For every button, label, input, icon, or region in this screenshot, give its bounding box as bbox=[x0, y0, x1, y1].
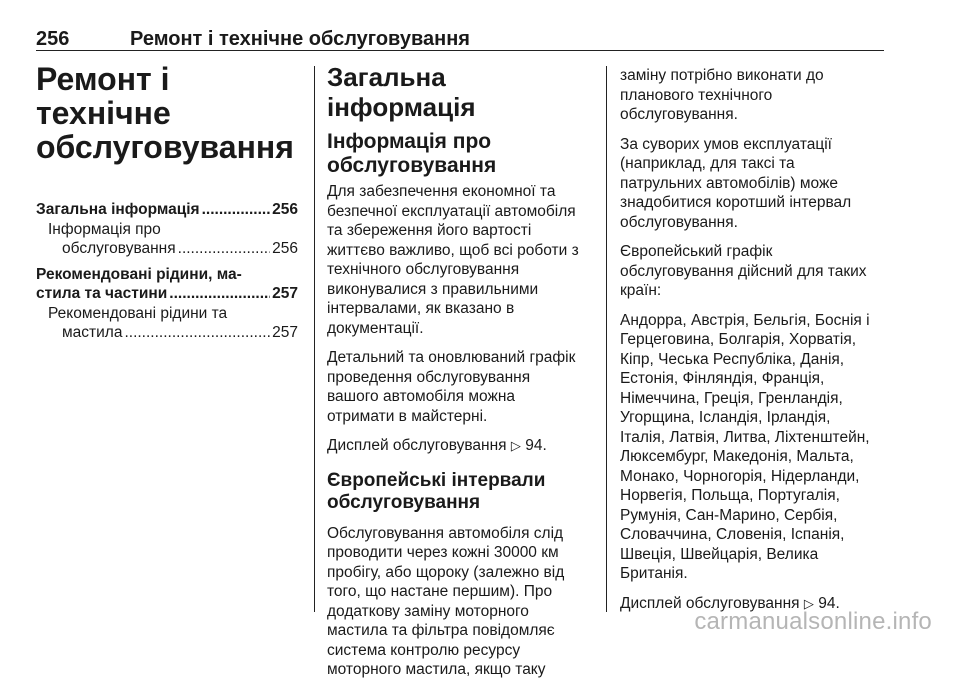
paragraph-severe-conditions bbox=[620, 135, 888, 233]
paragraph-intro bbox=[327, 182, 593, 338]
text-line: знадобитися коротший інтервал bbox=[620, 194, 852, 211]
toc-leader bbox=[178, 239, 270, 259]
text-line: Румунія, Сан-Марино, Сербія, bbox=[620, 506, 838, 524]
cross-reference-page: 94. bbox=[525, 437, 547, 454]
text-line: технічного обслуговування bbox=[327, 261, 520, 278]
reference-arrow-icon: ▷ bbox=[510, 438, 521, 453]
text-line: Словаччина, Словенія, Іспанія, bbox=[620, 526, 845, 543]
text-line: пробігу, або щороку (залежно від bbox=[327, 563, 565, 581]
text-line: моторного мастила, якщо таку bbox=[327, 661, 546, 678]
text-line: інтервалами, як вказано в bbox=[327, 300, 515, 317]
toc-label: стила та частини bbox=[36, 285, 168, 302]
toc-entry-lubricants-line1[interactable] bbox=[36, 304, 298, 324]
column-right bbox=[620, 66, 888, 623]
toc-label: мастила bbox=[62, 324, 123, 341]
watermark: carmanualsonline.info bbox=[694, 608, 932, 635]
text-line: За суворих умов експлуатації bbox=[620, 135, 832, 153]
chapter-title-line2: обслуговування bbox=[36, 129, 294, 165]
text-line: Детальний та оновлюваний графік bbox=[327, 349, 576, 366]
text-line: Угорщина, Ісландія, Ірландія, bbox=[620, 409, 831, 426]
subsection-title-service-info bbox=[327, 130, 593, 178]
text-line: Німеччина, Греція, Гренландія, bbox=[620, 389, 843, 407]
toc-entry-general-info[interactable] bbox=[36, 200, 298, 220]
toc-entry-service-info-line2[interactable] bbox=[36, 239, 298, 259]
text-line: та збереження його вартості bbox=[327, 222, 532, 239]
cross-reference-text: Дисплей обслуговування bbox=[620, 594, 800, 612]
text-line: Для забезпечення економної та bbox=[327, 183, 556, 200]
toc-entry-fluids-line1[interactable] bbox=[36, 265, 298, 285]
text-line: обслуговування дійсний для таких bbox=[620, 262, 867, 280]
toc-label: Загальна інформація bbox=[36, 201, 200, 218]
subsection-title-european-intervals bbox=[327, 470, 593, 514]
text-line: додаткову заміну моторного bbox=[327, 602, 529, 620]
column-left bbox=[36, 62, 298, 343]
text-line: Британія. bbox=[620, 565, 688, 582]
text-line: документації. bbox=[327, 319, 424, 337]
header-rule bbox=[36, 50, 884, 51]
column-middle bbox=[327, 62, 593, 690]
text-line: Герцеговина, Болгарія, Хорватія, bbox=[620, 331, 857, 348]
column-divider-2 bbox=[606, 66, 607, 612]
cross-reference[interactable] bbox=[327, 436, 593, 456]
text-line: Кіпр, Чеська Республіка, Данія, bbox=[620, 350, 845, 368]
toc-page: 257 bbox=[272, 285, 298, 302]
text-line: безпечної експлуатації автомобіля bbox=[327, 202, 576, 220]
section-title: Загальна інформація bbox=[327, 62, 476, 122]
header-title: Ремонт і технічне обслуговування bbox=[130, 28, 470, 50]
toc-label: Рекомендовані рідини, ма- bbox=[36, 265, 242, 283]
text-line: Італія, Латвія, Литва, Ліхтенштейн, bbox=[620, 428, 870, 446]
text-line: (наприклад, для таксі та bbox=[620, 155, 795, 172]
subsection-title-line1: Інформація про bbox=[327, 130, 492, 153]
toc-entry-lubricants-line2[interactable] bbox=[36, 323, 298, 343]
text-line: Швеція, Швейцарія, Велика bbox=[620, 545, 819, 563]
toc-leader bbox=[124, 323, 270, 343]
chapter-title bbox=[36, 62, 298, 164]
text-line: мастила та фільтра повідомляє bbox=[327, 622, 555, 639]
text-line: Естонія, Фінляндія, Франція, bbox=[620, 370, 825, 387]
text-line: Андорра, Австрія, Бельгія, Боснія і bbox=[620, 311, 870, 329]
text-line: життєво важливо, щоб всі роботи з bbox=[327, 241, 579, 259]
cross-reference-text: Дисплей обслуговування bbox=[327, 437, 507, 454]
subsection-title-line1: Європейські інтервали bbox=[327, 469, 546, 491]
text-line: Європейський графік bbox=[620, 243, 773, 260]
cross-reference-page: 94. bbox=[818, 594, 840, 612]
column-divider-1 bbox=[314, 66, 315, 612]
page-header bbox=[36, 28, 884, 48]
text-line: Обслуговування автомобіля слід bbox=[327, 524, 564, 542]
page-number: 256 bbox=[36, 28, 70, 50]
subsection-title-line2: обслуговування bbox=[327, 491, 481, 513]
toc-entry-fluids-line2[interactable] bbox=[36, 284, 298, 304]
text-line: виконувалися з правильними bbox=[327, 280, 539, 298]
paragraph-country-list bbox=[620, 311, 888, 584]
paragraph-intervals bbox=[327, 524, 593, 680]
toc-page: 256 bbox=[272, 201, 298, 218]
subsection-title-line2: обслуговування bbox=[327, 154, 497, 177]
text-line: вашого автомобіля можна bbox=[327, 388, 516, 405]
text-line: проводити через кожні 30000 км bbox=[327, 544, 559, 561]
paragraph-continued bbox=[620, 66, 888, 125]
text-line: отримати в майстерні. bbox=[327, 407, 488, 425]
text-line: обслуговування. bbox=[620, 213, 738, 231]
reference-arrow-icon: ▷ bbox=[803, 595, 814, 611]
text-line: обслуговування. bbox=[620, 106, 738, 123]
text-line: того, що настане першим). Про bbox=[327, 583, 553, 600]
text-line: Норвегія, Польща, Португалія, bbox=[620, 487, 840, 504]
text-line: країн: bbox=[620, 282, 662, 299]
text-line: Монако, Чорногорія, Нідерланди, bbox=[620, 467, 860, 485]
text-line: Люксембург, Македонія, Мальта, bbox=[620, 448, 854, 465]
text-line: система контролю ресурсу bbox=[327, 641, 521, 659]
toc-page: 256 bbox=[272, 240, 298, 257]
toc-page: 257 bbox=[272, 324, 298, 341]
text-line: заміну потрібно виконати до bbox=[620, 67, 824, 84]
toc-entry-service-info-line1[interactable] bbox=[36, 220, 298, 240]
text-line: проведення обслуговування bbox=[327, 368, 531, 386]
toc-label: обслуговування bbox=[62, 240, 176, 257]
text-line: патрульних автомобілів) може bbox=[620, 174, 838, 192]
toc-leader bbox=[202, 200, 271, 220]
chapter-title-line1: Ремонт і технічне bbox=[36, 61, 171, 131]
toc-leader bbox=[169, 284, 270, 304]
paragraph-schedule bbox=[327, 348, 593, 426]
text-line: планового технічного bbox=[620, 86, 773, 104]
toc-label: Інформація про bbox=[48, 220, 161, 238]
toc-label: Рекомендовані рідини та bbox=[48, 304, 228, 322]
paragraph-european-schedule bbox=[620, 242, 888, 301]
table-of-contents bbox=[36, 200, 298, 343]
